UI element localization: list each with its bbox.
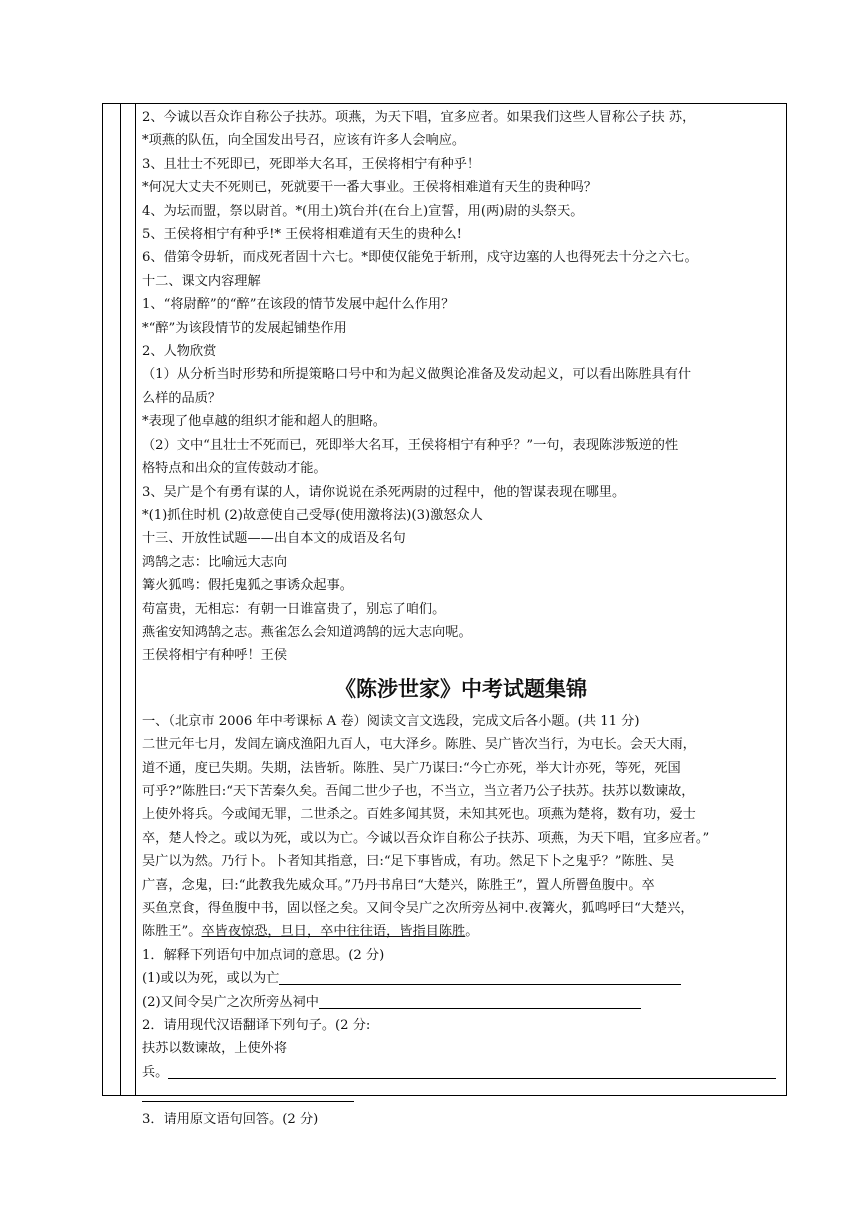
text-line: 鸿鹄之志：比喻远大志向 xyxy=(142,554,288,570)
text-line: *(1)抓住时机 (2)故意使自己受辱(使用激将法)(3)激怒众人 xyxy=(142,507,483,523)
passage-line: 上使外将兵。今或闻无罪，二世杀之。百姓多闻其贤，未知其死也。项燕为楚将，数有功，爱士 xyxy=(142,807,696,823)
text-line: *“醉”为该段情节的发展起铺垫作用 xyxy=(142,320,347,336)
question-2b-text: 兵。 xyxy=(142,1064,169,1080)
passage-text: 。 xyxy=(465,924,479,940)
answer-blank xyxy=(168,1064,776,1079)
text-line: 3、且壮士不死即已，死即举大名耳，王侯将相宁有种乎！ xyxy=(142,156,481,172)
passage-line: 卒，楚人怜之。或以为死，或以为亡。今诚以吾众诈自称公子扶苏、项燕，为天下唱，宜多应者。” xyxy=(142,830,710,846)
text-line: 燕雀安知鸿鹄之志。燕雀怎么会知道鸿鹄的远大志向呢。 xyxy=(142,624,472,640)
text-line: （2）文中“且壮士不死而已，死即举大名耳，王侯将相宁有种乎？”一句，表现陈涉叛逆的性 xyxy=(142,437,679,453)
text-line: 么样的品质？ xyxy=(142,390,222,406)
text-line: 2、人物欣赏 xyxy=(142,344,217,360)
passage-line: 二世元年七月，发闾左谪戍渔阳九百人，屯大泽乡。陈胜、吴广皆次当行，为屯长。会天大雨， xyxy=(142,737,696,753)
text-line: 苟富贵，无相忘：有朝一日谁富贵了，别忘了咱们。 xyxy=(142,601,446,617)
table-column-1 xyxy=(103,104,121,1095)
passage-line: 买鱼烹食，得鱼腹中书，固以怪之矣。又间令吴广之次所旁丛祠中.夜篝火，狐鸣呼曰“大楚兴， xyxy=(142,901,694,916)
passage-line: 可乎?”陈胜曰:“天下苦秦久矣。吾闻二世少子也，不当立，当立者乃公子扶苏。扶苏以数谏故， xyxy=(142,783,695,799)
passage-line xyxy=(142,920,780,943)
question-3: 3．请用原文语句回答。(2 分) xyxy=(142,1111,319,1127)
passage-line: 吴广以为然。乃行卜。卜者知其指意，曰:“足下事皆成，有功。然足下卜之鬼乎？”陈胜、吴 xyxy=(142,854,675,870)
text-line: 篝火狐鸣：假托鬼狐之事诱众起事。 xyxy=(142,578,353,594)
text-line: 6、借第令毋斩，而戍死者固十六七。*即使仅能免于斩刑，戍守边塞的人也得死去十分之六七。 xyxy=(142,250,698,266)
text-line: 5、王侯将相宁有种乎!* 王侯将相难道有天生的贵种么! xyxy=(142,227,462,243)
content-cell xyxy=(142,106,780,1131)
question-intro: 一、（北京市 2006 年中考课标 A 卷）阅读文言文选段，完成文后各小题。(共 11 分) xyxy=(142,713,640,729)
text-line: *项燕的队伍，向全国发出号召，应该有许多人会响应。 xyxy=(142,133,466,149)
text-line: 4、为坛而盟，祭以尉首。*(用土)筑台并(在台上)宣誓，用(两)尉的头祭天。 xyxy=(142,203,584,219)
text-line: 格特点和出众的宣传鼓动才能。 xyxy=(142,461,327,477)
question-2b xyxy=(142,1061,780,1084)
answer-blank xyxy=(319,994,641,1009)
question-1a xyxy=(142,967,780,990)
passage-line: 广喜，念鬼，曰:“此教我先威众耳。”乃丹书帛曰“大楚兴，陈胜王”，置人所罾鱼腹中。卒 xyxy=(142,877,655,893)
underlined-sentence: 卒皆夜惊恐，旦日，卒中往往语，皆指目陈胜 xyxy=(201,924,466,940)
text-line: 2、今诚以吾众诈自称公子扶苏。项燕，为天下唱，宜多应者。如果我们这些人冒称公子扶 苏， xyxy=(142,110,696,125)
section-heading: 十二、课文内容理解 xyxy=(142,273,261,289)
question-1b xyxy=(142,991,780,1014)
text-line: 王侯将相宁有种呼！王侯 xyxy=(142,648,288,664)
answer-line xyxy=(142,1084,780,1107)
text-line: 1、“将尉醉”的“醉”在该段的情节发展中起什么作用？ xyxy=(142,297,455,313)
table-column-2 xyxy=(121,104,136,1095)
section-title: 《陈涉世家》中考试题集锦 xyxy=(335,676,587,701)
text-line: （1）从分析当时形势和所提策略口号中和为起义做舆论准备及发动起义，可以看出陈胜具有什 xyxy=(142,367,692,383)
question-1a-text: (1)或以为死，或以为亡 xyxy=(142,971,280,987)
text-line: *何况大丈夫不死则已，死就要干一番大事业。王侯将相难道有天生的贵种吗？ xyxy=(142,180,597,196)
passage-text: 陈胜王”。 xyxy=(142,924,202,940)
text-line: 3、吴广是个有勇有谋的人，请你说说在杀死两尉的过程中，他的智谋表现在哪里。 xyxy=(142,484,626,500)
passage-line: 道不通，度已失期。失期，法皆斩。陈胜、吴广乃谋曰:“今亡亦死，举大计亦死，等死，死国 xyxy=(142,760,681,776)
question-1: 1．解释下列语句中加点词的意思。(2 分) xyxy=(142,947,385,963)
question-1b-text: (2)又间令吴广之次所旁丛祠中 xyxy=(142,994,319,1010)
answer-blank xyxy=(142,1087,354,1102)
question-2: 2．请用现代汉语翻译下列句子。(2 分: xyxy=(142,1018,371,1034)
section-heading: 十三、开放性试题——出自本文的成语及名句 xyxy=(142,531,406,547)
text-line: *表现了他卓越的组织才能和超人的胆略。 xyxy=(142,414,386,430)
answer-blank xyxy=(279,970,681,985)
question-2a: 扶苏以数谏故，上使外将 xyxy=(142,1041,288,1057)
